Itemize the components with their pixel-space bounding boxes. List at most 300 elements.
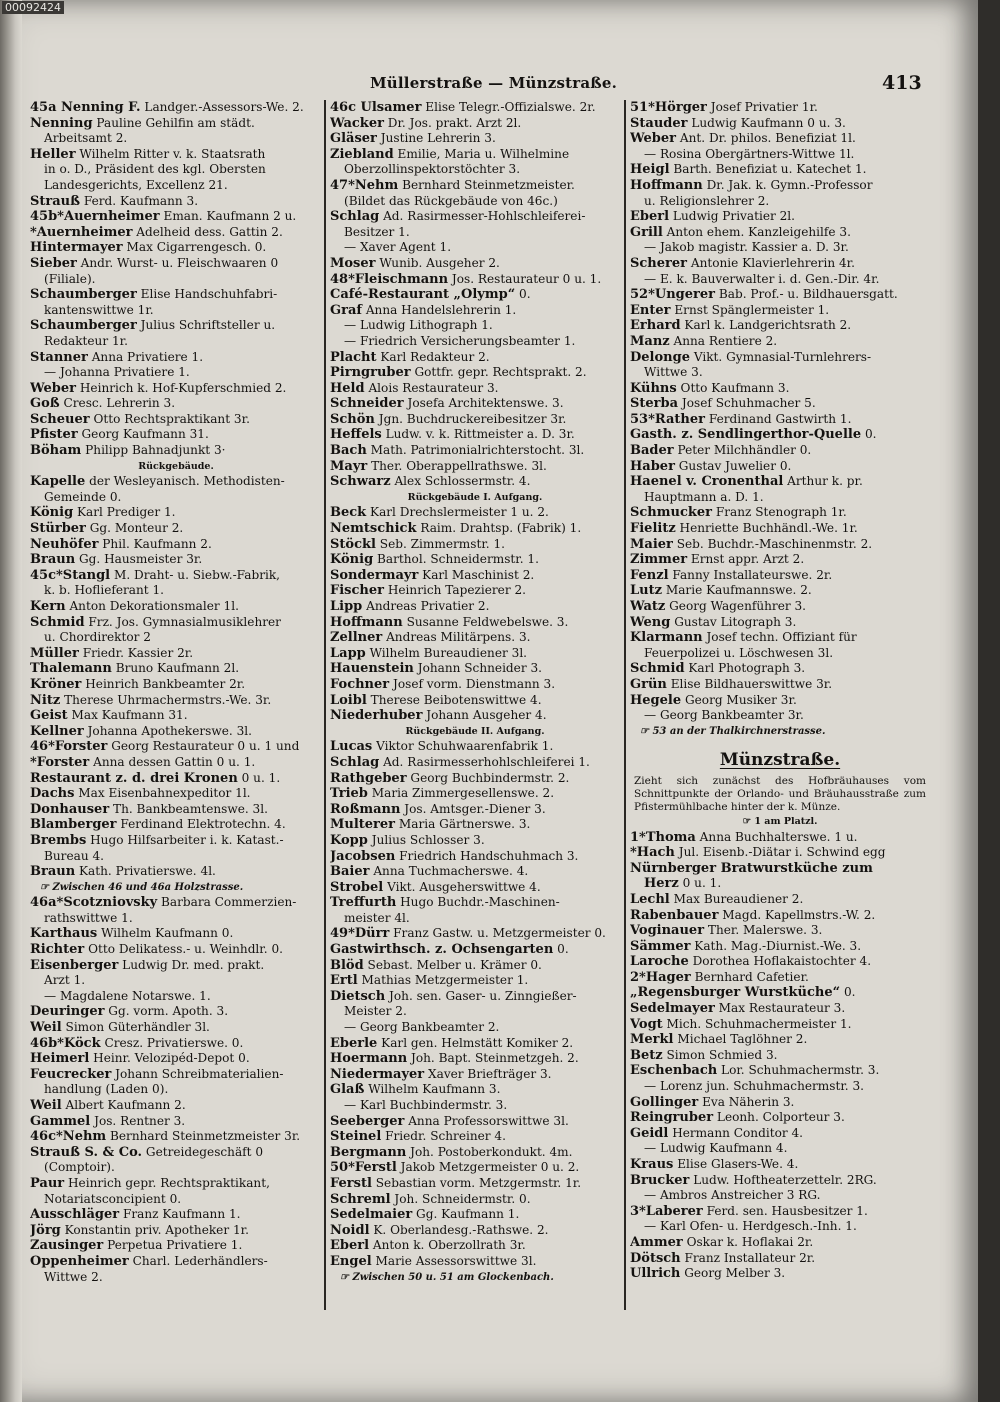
- entry-name: Ertl: [330, 973, 358, 989]
- entry-name: Ausschläger: [30, 1207, 120, 1223]
- entry-text: 0 u. 1.: [237, 770, 281, 785]
- directory-entry: [30, 1254, 322, 1270]
- entry-text: Susanne Feldwebelswe. 3.: [402, 614, 569, 629]
- entry-name: Weng: [630, 614, 671, 630]
- entry-name: *Auernheimer: [30, 224, 133, 240]
- entry-text: Julius Schlosser 3.: [367, 832, 485, 847]
- entry-name: *Forster: [30, 754, 90, 770]
- directory-entry: [30, 1192, 322, 1208]
- directory-entry: [330, 568, 620, 584]
- directory-entry: [630, 923, 930, 939]
- entry-name: Lechl: [630, 891, 670, 907]
- directory-entry: [30, 739, 322, 755]
- entry-text: Joh. Schneidermstr. 0.: [390, 1191, 531, 1206]
- entry-text: Albert Kaufmann 2.: [61, 1098, 186, 1112]
- entry-text: Landesgerichts, Excellenz 21.: [44, 177, 228, 192]
- entry-text: Anna Buchhalterswe. 1 u.: [695, 829, 858, 844]
- entry-name: Glaß: [330, 1082, 365, 1098]
- directory-entry: [30, 708, 322, 724]
- entry-text: Kath. Mag.-Diurnist.-We. 3.: [690, 938, 862, 953]
- directory-entry: [330, 116, 620, 132]
- directory-entry: [330, 708, 620, 724]
- entry-name: Scheuer: [30, 411, 90, 427]
- directory-entry: [330, 350, 620, 366]
- directory-entry: [330, 1082, 620, 1098]
- directory-entry: [30, 412, 322, 428]
- directory-entry: [630, 954, 930, 970]
- directory-entry: [630, 1079, 930, 1095]
- entry-text: Oskar k. Hoflakai 2r.: [682, 1234, 814, 1249]
- directory-entry: [330, 755, 620, 771]
- directory-entry: [630, 100, 930, 116]
- directory-entry: [630, 1204, 930, 1220]
- entry-text: Gottfr. gepr. Rechtsprakt. 2.: [410, 365, 587, 380]
- directory-entry: [630, 1173, 930, 1189]
- directory-entry: [330, 942, 620, 958]
- directory-entry: [30, 287, 322, 303]
- directory-entry: [30, 474, 322, 490]
- entry-text: Wunib. Ausgeher 2.: [375, 255, 500, 270]
- entry-name: Kellner: [30, 723, 84, 739]
- cross-reference-note: [330, 1270, 620, 1286]
- entry-text: Andreas Privatier 2.: [362, 599, 490, 613]
- entry-name: Fochner: [330, 676, 390, 692]
- entry-name: Pirngruber: [330, 365, 411, 381]
- directory-entry: [330, 817, 620, 833]
- entry-text: u. Religionslehrer 2.: [644, 193, 770, 208]
- entry-text: Jos. Restaurateur 0 u. 1.: [448, 271, 602, 286]
- entry-text: Anna Tuchmacherswe. 4.: [369, 864, 529, 879]
- entry-name: Kröner: [30, 676, 82, 692]
- directory-entry: [330, 1160, 620, 1176]
- entry-name: Stürber: [30, 521, 86, 537]
- entry-text: Simon Güterhändler 3l.: [61, 1020, 210, 1035]
- entry-text: Philipp Bahnadjunkt 3·: [81, 443, 226, 458]
- entry-name: Bach: [330, 443, 367, 459]
- directory-entry: [30, 1223, 322, 1239]
- entry-text: Johann Ausgeher 4.: [422, 708, 547, 723]
- entry-text: Josefa Architektenswe. 3.: [403, 396, 564, 411]
- entry-text: ☞ Zwischen 50 u. 51 am Glockenbach.: [340, 1271, 554, 1283]
- directory-entry: [330, 1004, 620, 1020]
- entry-text: Georg Melber 3.: [680, 1266, 786, 1281]
- entry-text: Hermann Conditor 4.: [668, 1125, 804, 1140]
- entry-text: Friedr. Kassier 2r.: [78, 645, 194, 660]
- entry-text: Leonh. Colporteur 3.: [713, 1110, 845, 1125]
- column-divider: [324, 100, 326, 1310]
- entry-name: Dietsch: [330, 988, 386, 1004]
- entry-text: (Filiale).: [44, 271, 96, 286]
- directory-entry: [30, 1176, 322, 1192]
- entry-name: Fielitz: [630, 521, 676, 537]
- entry-name: Moser: [330, 255, 376, 271]
- entry-text: Ferdinand Gastwirth 1.: [705, 411, 852, 426]
- entry-name: Böham: [30, 443, 82, 459]
- entry-name: Vogt: [630, 1016, 663, 1032]
- directory-entry: [330, 1020, 620, 1036]
- entry-text: Th. Bankbeamtenswe. 3l.: [109, 801, 268, 816]
- entry-name: Held: [330, 380, 365, 396]
- directory-entry: [30, 958, 322, 974]
- entry-text: Georg Restaurateur 0 u. 1 und: [107, 739, 300, 754]
- directory-entry: [630, 1032, 930, 1048]
- entry-name: Nitz: [30, 692, 61, 708]
- directory-entry: [330, 646, 620, 662]
- entry-text: 0 u. 1.: [678, 876, 722, 891]
- directory-entry: [330, 225, 620, 241]
- entry-text: Meister 2.: [344, 1004, 407, 1019]
- entry-name: Eberl: [330, 1238, 370, 1254]
- entry-name: Roßmann: [330, 801, 401, 817]
- directory-entry: [630, 845, 930, 861]
- directory-entry: [630, 693, 930, 709]
- section-title: Münzstraße.: [719, 750, 841, 771]
- entry-name: Müller: [30, 645, 79, 661]
- entry-name: Nemtschick: [330, 521, 417, 537]
- directory-entry: [30, 1238, 322, 1254]
- directory-entry: [330, 677, 620, 693]
- entry-name: Loibl: [330, 692, 367, 708]
- directory-entry: [630, 1235, 930, 1251]
- directory-entry: [330, 739, 620, 755]
- entry-text: Marie Kaufmannswe. 2.: [661, 583, 812, 598]
- directory-entry: [630, 350, 930, 366]
- entry-name: Schmid: [630, 661, 685, 677]
- entry-text: Karl Photograph 3.: [684, 661, 806, 676]
- entry-name: Herz: [644, 876, 679, 892]
- directory-entry: [630, 1251, 930, 1267]
- entry-text: Heinr. Velozipéd-Depot 0.: [89, 1051, 250, 1066]
- entry-text: (Comptoir).: [44, 1160, 115, 1175]
- directory-entry: [30, 693, 322, 709]
- entry-text: — Karl Ofen- u. Herdgesch.-Inh. 1.: [644, 1219, 857, 1234]
- directory-entry: [330, 1192, 620, 1208]
- entry-name: Hintermayer: [30, 240, 123, 256]
- entry-name: Fischer: [330, 583, 384, 599]
- entry-text: Eva Näherin 3.: [698, 1094, 795, 1109]
- entry-name: Hauenstein: [330, 661, 414, 677]
- entry-text: Ferdinand Elektrotechn. 4.: [116, 817, 286, 832]
- entry-text: — Magdalene Notarswe. 1.: [44, 988, 211, 1003]
- entry-text: Arzt 1.: [44, 973, 86, 988]
- directory-entry: [30, 583, 322, 599]
- entry-text: Ad. Rasirmesserhohlschleiferei 1.: [379, 754, 590, 769]
- entry-text: Magd. Kapellmstrs.-W. 2.: [718, 907, 876, 922]
- directory-entry: [630, 365, 930, 381]
- directory-entry: [630, 412, 930, 428]
- directory-entry: [330, 505, 620, 521]
- entry-name: Thalemann: [30, 661, 112, 677]
- entry-text: Konstantin priv. Apotheker 1r.: [60, 1222, 249, 1237]
- entry-text: Georg Wagenführer 3.: [665, 599, 807, 613]
- entry-text: Georg Kaufmann 31.: [77, 427, 209, 442]
- entry-name: Strobel: [330, 879, 384, 895]
- directory-entry: [330, 1067, 620, 1083]
- entry-name: Grün: [630, 676, 667, 692]
- directory-entry: [30, 350, 322, 366]
- entry-text: Ernst appr. Arzt 2.: [687, 552, 805, 567]
- directory-entry: [30, 1160, 322, 1176]
- entry-text: — Ludwig Lithograph 1.: [344, 318, 493, 333]
- directory-entry: [30, 427, 322, 443]
- entry-text: Franz Stenograph 1r.: [712, 505, 847, 520]
- entry-name: Lipp: [330, 599, 363, 614]
- entry-name: Haber: [630, 458, 675, 474]
- entry-text: Elise Glasers-We. 4.: [673, 1157, 799, 1171]
- entry-text: Simon Schmied 3.: [662, 1047, 778, 1062]
- directory-entry: [330, 240, 620, 256]
- directory-entry: [630, 505, 930, 521]
- entry-name: Erhard: [630, 318, 681, 334]
- directory-entry: [330, 1254, 620, 1270]
- directory-entry: [30, 1145, 322, 1161]
- entry-text: Cresc. Lehrerin 3.: [59, 396, 176, 411]
- entry-name: Weber: [630, 131, 677, 147]
- directory-entry: [30, 225, 322, 241]
- entry-text: Gemeinde 0.: [44, 489, 122, 504]
- entry-text: meister 4l.: [344, 910, 410, 925]
- entry-text: Barthol. Schneidermstr. 1.: [373, 552, 539, 567]
- entry-text: Eman. Kaufmann 2 u.: [159, 209, 297, 224]
- directory-entry: [630, 1048, 930, 1064]
- directory-entry: [30, 895, 322, 911]
- directory-entry: [30, 365, 322, 381]
- directory-entry: [30, 833, 322, 849]
- entry-name: Watz: [630, 599, 666, 614]
- entry-name: Sieber: [30, 255, 77, 271]
- entry-text: Heinrich Bankbeamter 2r.: [81, 676, 246, 691]
- directory-entry: [330, 1207, 620, 1223]
- directory-entry: [630, 1266, 930, 1282]
- entry-name: Stauder: [630, 115, 688, 131]
- directory-entry: [630, 209, 930, 225]
- directory-entry: [330, 1098, 620, 1114]
- entry-text: Heinrich k. Hof-Kupferschmied 2.: [76, 380, 287, 395]
- entry-text: Vikt. Gymnasial-Turnlehrers-: [689, 349, 872, 364]
- entry-text: Dorothea Hoflakaistochter 4.: [688, 954, 872, 969]
- entry-text: Cresz. Privatierswe. 0.: [100, 1035, 244, 1050]
- entry-text: Oberzollinspektorstöchter 3.: [344, 162, 521, 177]
- entry-text: Bureau 4.: [44, 848, 104, 863]
- entry-text: Fanny Installateurswe. 2r.: [668, 567, 833, 582]
- entry-name: Haenel v. Cronenthal: [630, 474, 784, 490]
- directory-entry: [330, 459, 620, 475]
- entry-text: Hugo Buchdr.-Maschinen-: [396, 895, 560, 910]
- directory-entry: [630, 568, 930, 584]
- entry-name: Laroche: [630, 954, 689, 970]
- entry-name: Jacobsen: [330, 848, 396, 864]
- entry-text: Lor. Schuhmachermstr. 3.: [717, 1063, 880, 1078]
- column-2: [330, 100, 620, 1340]
- directory-entry: [630, 1157, 930, 1173]
- entry-name: 47*Nehm: [330, 177, 399, 193]
- directory-entry: [330, 521, 620, 537]
- directory-entry: [30, 162, 322, 178]
- entry-text: Ferd. sen. Hausbesitzer 1.: [702, 1203, 868, 1218]
- entry-text: Wilhelm Bureaudiener 3l.: [365, 645, 528, 660]
- entry-text: Friedrich Handschuhmach 3.: [395, 848, 579, 863]
- entry-text: Viktor Schuhwaarenfabrik 1.: [372, 739, 554, 754]
- entry-text: — Ambros Anstreicher 3 RG.: [644, 1188, 821, 1203]
- entry-text: — Georg Bankbeamter 2.: [344, 1020, 500, 1035]
- directory-entry: [630, 537, 930, 553]
- entry-text: Perpetua Privatiere 1.: [103, 1238, 243, 1253]
- entry-name: Schaumberger: [30, 318, 137, 334]
- entry-text: Mich. Schuhmachermeister 1.: [662, 1016, 852, 1031]
- cross-reference-note: [30, 880, 322, 896]
- directory-entry: [30, 724, 322, 740]
- entry-text: Feuerpolizei u. Löschwesen 3l.: [644, 645, 834, 660]
- directory-entry: [630, 490, 930, 506]
- entry-text: Andr. Wurst- u. Fleischwaaren 0: [76, 255, 279, 270]
- entry-name: 45a Nenning F.: [30, 100, 141, 115]
- entry-name: *Hach: [630, 845, 675, 861]
- entry-name: Treffurth: [330, 895, 397, 911]
- entry-text: Ferd. Kaufmann 3.: [80, 193, 199, 208]
- directory-entry: [330, 1176, 620, 1192]
- directory-entry: [30, 1036, 322, 1052]
- entry-text: Notariatsconcipient 0.: [44, 1191, 182, 1206]
- directory-entry: [30, 194, 322, 210]
- directory-entry: [30, 677, 322, 693]
- entry-text: Franz Gastw. u. Metzgermeister 0.: [389, 926, 606, 941]
- entry-name: Café-Restaurant „Olymp“: [330, 287, 516, 303]
- entry-name: Noidl: [330, 1222, 370, 1238]
- directory-entry: [30, 178, 322, 194]
- directory-entry: [630, 318, 930, 334]
- directory-entry: [630, 334, 930, 350]
- directory-entry: [30, 973, 322, 989]
- entry-text: der Wesleyanisch. Methodisten-: [85, 474, 285, 489]
- entry-name: Grill: [630, 224, 663, 240]
- entry-text: Ludw. v. k. Rittmeister a. D. 3r.: [381, 427, 575, 442]
- directory-entry: [30, 552, 322, 568]
- directory-entry: [630, 939, 930, 955]
- entry-name: Sterba: [630, 396, 679, 412]
- entry-text: Karl Drechslermeister 1 u. 2.: [366, 505, 549, 520]
- entry-text: ☞ Zwischen 46 und 46a Holzstrasse.: [40, 881, 244, 893]
- entry-text: Wilhelm Kaufmann 0.: [97, 926, 234, 941]
- directory-entry: [30, 1051, 322, 1067]
- directory-entry: [30, 396, 322, 412]
- entry-name: Schlag: [330, 209, 380, 225]
- entry-name: Eberl: [630, 209, 670, 225]
- directory-entry: [30, 256, 322, 272]
- entry-name: Sedelmayer: [630, 1001, 715, 1017]
- entry-text: Anna dessen Gattin 0 u. 1.: [89, 754, 256, 769]
- entry-text: Maria Gärtnerswe. 3.: [395, 817, 531, 832]
- entry-name: Multerer: [330, 817, 396, 833]
- directory-entry: [630, 1188, 930, 1204]
- entry-text: Franz Installateur 2r.: [680, 1250, 816, 1265]
- directory-entry: [330, 318, 620, 334]
- entry-text: Seb. Zimmermstr. 1.: [375, 536, 506, 551]
- directory-entry: [330, 1145, 620, 1161]
- entry-text: Max Restaurateur 3.: [714, 1001, 846, 1016]
- entry-text: Friedr. Schreiner 4.: [381, 1129, 506, 1144]
- entry-text: Ernst Spänglermeister 1.: [670, 302, 830, 317]
- directory-entry: [630, 147, 930, 163]
- entry-name: Schmucker: [630, 505, 713, 521]
- entry-name: Betz: [630, 1047, 663, 1063]
- entry-text: Wilhelm Ritter v. k. Staatsrath: [75, 146, 266, 161]
- directory-entry: [630, 1001, 930, 1017]
- directory-entry: [630, 162, 930, 178]
- directory-entry: [630, 131, 930, 147]
- entry-name: Paur: [30, 1175, 65, 1191]
- entry-text: Julius Schriftsteller u.: [136, 318, 276, 333]
- entry-name: 48*Fleischmann: [330, 271, 449, 287]
- directory-entry: [330, 272, 620, 288]
- entry-name: Hegele: [630, 692, 682, 708]
- entry-name: Oppenheimer: [30, 1253, 129, 1269]
- entry-name: Karthaus: [30, 926, 98, 942]
- entry-text: Michael Taglöhner 2.: [673, 1032, 808, 1047]
- directory-entry: [330, 381, 620, 397]
- entry-name: Lutz: [630, 583, 662, 599]
- entry-text: Hauptmann a. D. 1.: [644, 489, 764, 504]
- entry-name: Eschenbach: [630, 1063, 718, 1079]
- directory-entry: [630, 272, 930, 288]
- entry-text: Karl Redakteur 2.: [376, 349, 490, 364]
- entry-text: Alex Schlossermstr. 4.: [390, 474, 531, 489]
- entry-text: handlung (Laden 0).: [44, 1082, 169, 1097]
- entry-text: Arthur k. pr.: [783, 474, 863, 489]
- entry-name: König: [330, 552, 374, 568]
- entry-text: k. b. Hoflieferant 1.: [44, 583, 165, 598]
- entry-text: Elise Bildhauerswittwe 3r.: [666, 676, 833, 691]
- directory-entry: [630, 178, 930, 194]
- entry-text: Elise Handschuhfabri-: [136, 287, 278, 302]
- entry-name: Strauß: [30, 193, 80, 209]
- entry-name: 1*Thoma: [630, 829, 696, 845]
- entry-name: Delonge: [630, 349, 690, 365]
- entry-name: 46c Ulsamer: [330, 100, 422, 115]
- entry-text: Karl gen. Helmstätt Komiker 2.: [377, 1035, 574, 1050]
- entry-name: Stöckl: [330, 536, 376, 552]
- entry-text: K. Oberlandesg.-Rathswe. 2.: [369, 1222, 549, 1237]
- directory-entry: [630, 615, 930, 631]
- entry-name: Ammer: [630, 1234, 683, 1250]
- entry-text: 0.: [840, 985, 856, 1000]
- directory-entry: [30, 755, 322, 771]
- directory-entry: [630, 381, 930, 397]
- entry-text: Peter Milchhändler 0.: [673, 443, 812, 458]
- entry-text: (Bildet das Rückgebäude von 46c.): [344, 193, 558, 208]
- entry-text: Jakob Metzgermeister 0 u. 2.: [396, 1160, 580, 1175]
- entry-name: Nenning: [30, 115, 93, 131]
- entry-text: — Ludwig Kaufmann 4.: [644, 1141, 788, 1156]
- entry-text: Heinrich gepr. Rechtspraktikant,: [64, 1175, 270, 1190]
- directory-entry: [630, 892, 930, 908]
- entry-name: 49*Dürr: [330, 926, 390, 942]
- directory-entry: [330, 958, 620, 974]
- entry-text: Franz Kaufmann 1.: [119, 1207, 241, 1222]
- entry-text: Anna Handelslehrerin 1.: [361, 302, 517, 317]
- entry-text: Therese Uhrmachermstrs.-We. 3r.: [60, 692, 272, 707]
- directory-entry: [330, 194, 620, 210]
- directory-entry: [330, 599, 620, 615]
- entry-text: ☞ 53 an der Thalkirchnerstrasse.: [640, 725, 826, 737]
- entry-name: Ullrich: [630, 1266, 681, 1282]
- section-intro: Zieht sich zunächst des Hofbräuhauses vom Schnittpunkte der Orlando- und Bräuhausstraße zum Pfistermühlbache hinter der k. Münze.: [634, 774, 926, 813]
- entry-name: Gasth. z. Sendlingerthor-Quelle: [630, 427, 862, 443]
- directory-entry: [630, 225, 930, 241]
- entry-name: Hoermann: [330, 1051, 408, 1067]
- entry-text: Henriette Buchhändl.-We. 1r.: [675, 521, 858, 536]
- entry-name: 51*Hörger: [630, 100, 707, 115]
- directory-entry: [330, 427, 620, 443]
